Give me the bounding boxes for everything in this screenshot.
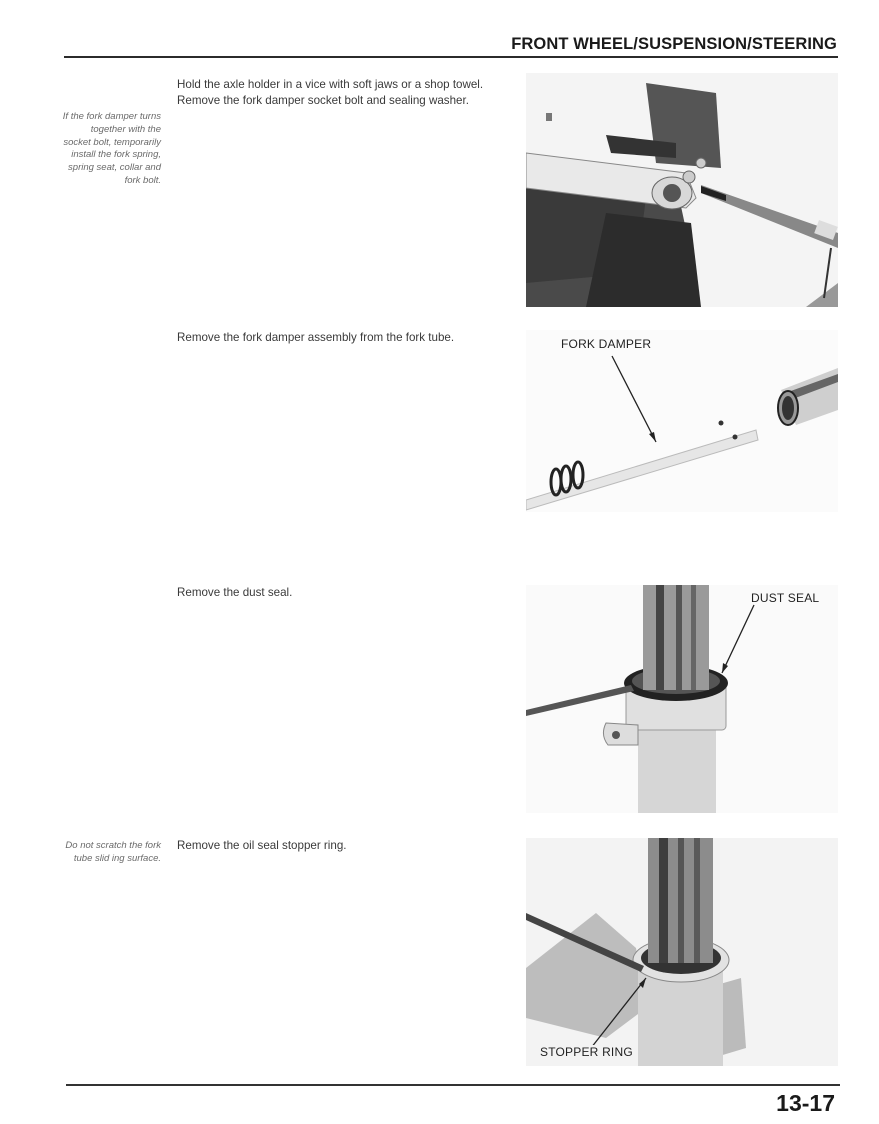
step-1-paragraph-2: Remove the fork damper socket bolt and sealing washer. bbox=[177, 93, 469, 107]
step-3-instructions bbox=[177, 585, 510, 601]
header-divider bbox=[64, 56, 838, 58]
stopper-ring-photo-illustration bbox=[526, 838, 838, 1066]
step-1-instructions bbox=[177, 77, 510, 108]
step-3-paragraph-1: Remove the dust seal. bbox=[177, 586, 293, 599]
figure-fork-damper bbox=[526, 330, 838, 512]
figure-axle-holder-vice bbox=[526, 73, 838, 307]
step-2-paragraph-1: Remove the fork damper assembly from the fork tube. bbox=[177, 331, 455, 344]
footer-divider bbox=[66, 1084, 840, 1086]
page-number: 13-17 bbox=[776, 1090, 835, 1116]
fork-damper-photo-illustration bbox=[526, 330, 838, 512]
figure-stopper-ring bbox=[526, 838, 838, 1066]
side-note-do-not-scratch: Do not scratch the fork tube slid ing surface. bbox=[65, 840, 161, 864]
section-title: FRONT WHEEL/SUSPENSION/STEERING bbox=[511, 35, 837, 53]
step-4-paragraph-1: Remove the oil seal stopper ring. bbox=[177, 839, 347, 852]
callout-dust-seal: DUST SEAL bbox=[751, 591, 820, 605]
step-1-paragraph-1: Hold the axle holder in a vice with soft jaws or a shop towel. bbox=[177, 78, 484, 91]
dust-seal-photo-illustration bbox=[526, 585, 838, 813]
step-4-instructions bbox=[177, 838, 510, 854]
figure-dust-seal bbox=[526, 585, 838, 813]
step-2-instructions bbox=[177, 330, 517, 346]
callout-stopper-ring: STOPPER RING bbox=[540, 1045, 633, 1059]
callout-fork-damper: FORK DAMPER bbox=[561, 337, 652, 351]
side-note-fork-damper: If the fork damper turns together with the socket bolt, temporarily install the fork spring, spring seat, collar and fork bolt. bbox=[62, 111, 161, 186]
vice-photo-illustration bbox=[526, 73, 838, 307]
